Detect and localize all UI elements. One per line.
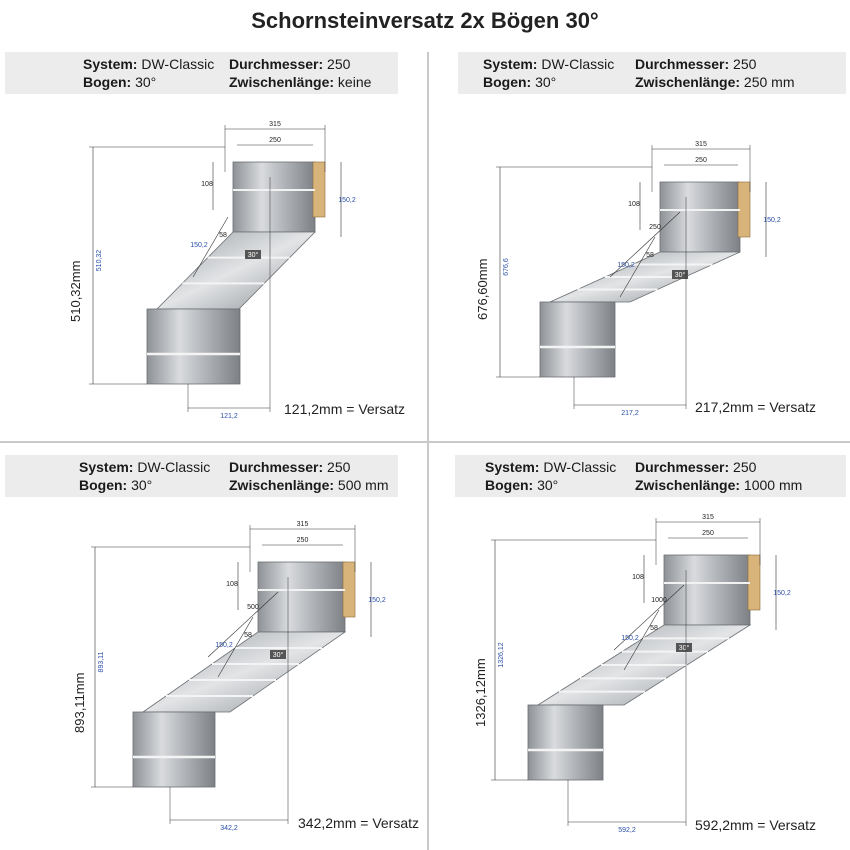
dimension-1502-diag-label: 150,2 [617, 262, 635, 269]
angle-label: 30° [678, 645, 690, 652]
system-label: System: [485, 459, 540, 475]
system-label: System: [483, 56, 538, 72]
total-height-label: 510,32mm [68, 260, 83, 322]
angle-label: 30° [272, 652, 284, 659]
upper-pipe [660, 182, 740, 252]
durchmesser-value: 250 [327, 56, 351, 72]
dimension-108-label: 108 [632, 574, 644, 581]
dimension-1502-label: 150,2 [338, 197, 356, 204]
dimension-segment-label: 1000 [651, 597, 667, 604]
zwischenlaenge-label: Zwischenlänge: [229, 74, 335, 90]
durchmesser-value: 250 [733, 56, 757, 72]
durchmesser-label: Durchmesser: [635, 459, 730, 475]
lower-pipe [147, 309, 240, 384]
system-value: DW-Classic [543, 459, 617, 475]
total-height-label: 676,60mm [475, 258, 490, 320]
zwischenlaenge-value: keine [337, 74, 372, 90]
dimension-1502-label: 150,2 [763, 217, 781, 224]
versatz-label: 342,2mm = Versatz [298, 815, 420, 831]
dimension-58-label: 58 [219, 232, 227, 239]
upper-pipe [233, 162, 315, 232]
dimension-108-label: 108 [628, 201, 640, 208]
durchmesser-label: Durchmesser: [229, 459, 324, 475]
durchmesser-value: 250 [733, 459, 757, 475]
bogen-value: 30° [535, 74, 557, 90]
dimension-1502-diag-label: 150,2 [215, 642, 233, 649]
dimension-58-label: 58 [244, 632, 252, 639]
diagonal-pipe [157, 232, 315, 309]
versatz-label: 592,2mm = Versatz [695, 817, 817, 833]
offset-small-label: 121,2 [220, 413, 238, 420]
system-value: DW-Classic [541, 56, 615, 72]
total-height-small-label: 676,6 [503, 258, 510, 276]
durchmesser-label: Durchmesser: [635, 56, 730, 72]
bogen-value: 30° [537, 477, 559, 493]
offset-small-label: 592,2 [618, 827, 636, 834]
panel-250mm [425, 52, 850, 442]
zwischenlaenge-value: 250 mm [743, 74, 795, 90]
total-height-label: 1326,12mm [473, 658, 488, 727]
durchmesser-value: 250 [327, 459, 351, 475]
dimension-315-label: 315 [296, 521, 309, 528]
dimension-segment-label: 500 [247, 604, 259, 611]
dimension-250-label: 250 [269, 137, 281, 144]
dimension-108-label: 108 [226, 581, 238, 588]
dimension-58-label: 58 [646, 252, 654, 259]
offset-small-label: 217,2 [621, 410, 639, 417]
dimension-315-label: 315 [695, 141, 707, 148]
dimension-1502-diag-label: 150,2 [190, 242, 208, 249]
upper-pipe [258, 562, 345, 632]
dimension-315-label: 315 [702, 514, 714, 521]
dimension-250-label: 250 [695, 157, 707, 164]
total-height-label: 893,11mm [72, 672, 87, 733]
panel-keine [0, 52, 425, 442]
angle-label: 30° [674, 272, 686, 279]
panel-500mm [0, 455, 425, 845]
dimension-58-label: 58 [650, 625, 658, 632]
system-value: DW-Classic [141, 56, 215, 72]
zwischenlaenge-value: 1000 mm [743, 477, 803, 493]
system-value: DW-Classic [137, 459, 211, 475]
angle-label: 30° [247, 252, 259, 259]
bogen-label: Bogen: [83, 74, 132, 90]
panel-1000mm [425, 455, 850, 845]
chimney-offset-drawing [0, 455, 425, 845]
chimney-offset-drawing [0, 52, 425, 442]
chimney-offset-drawing [425, 455, 850, 845]
lower-pipe [528, 705, 603, 780]
offset-small-label: 342,2 [220, 825, 238, 832]
dimension-315-label: 315 [269, 121, 281, 128]
dimension-108-label: 108 [201, 181, 213, 188]
page-title: Schornsteinversatz 2x Bögen 30° [251, 8, 599, 33]
total-height-small-label: 1326,12 [498, 642, 505, 668]
chimney-offset-drawing [425, 52, 850, 442]
bogen-value: 30° [135, 74, 157, 90]
bogen-label: Bogen: [79, 477, 128, 493]
versatz-label: 121,2mm = Versatz [284, 401, 406, 417]
dimension-1502-label: 150,2 [368, 597, 386, 604]
durchmesser-label: Durchmesser: [229, 56, 324, 72]
zwischenlaenge-label: Zwischenlänge: [635, 477, 741, 493]
dimension-1502-diag-label: 150,2 [621, 635, 639, 642]
zwischenlaenge-label: Zwischenlänge: [635, 74, 741, 90]
bogen-label: Bogen: [483, 74, 532, 90]
bogen-label: Bogen: [485, 477, 534, 493]
dimension-1502-label: 150,2 [773, 590, 791, 597]
total-height-small-label: 893,11 [98, 651, 105, 673]
dimension-segment-label: 250 [649, 224, 661, 231]
dimension-250-label: 250 [296, 537, 309, 544]
system-label: System: [83, 56, 138, 72]
zwischenlaenge-label: Zwischenlänge: [229, 477, 335, 493]
zwischenlaenge-value: 500 mm [337, 477, 389, 493]
bogen-value: 30° [131, 477, 153, 493]
system-label: System: [79, 459, 134, 475]
versatz-label: 217,2mm = Versatz [695, 399, 817, 415]
lower-pipe [133, 712, 215, 787]
upper-pipe [664, 555, 750, 625]
diagonal-pipe [143, 632, 345, 712]
lower-pipe [540, 302, 615, 377]
dimension-250-label: 250 [702, 530, 714, 537]
total-height-small-label: 510,32 [96, 249, 103, 272]
